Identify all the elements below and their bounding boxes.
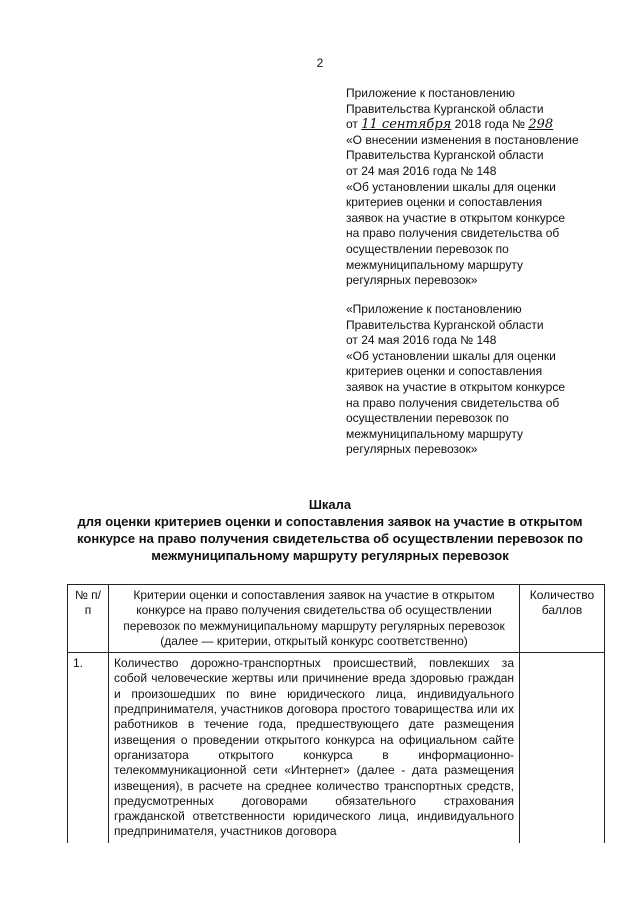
date-suffix: 2018 года № — [454, 117, 526, 132]
header-num: № п/п — [68, 585, 109, 653]
appendix-line: на право получения свидетельства об — [346, 395, 560, 410]
handwritten-date: 11 сентября — [361, 117, 452, 133]
appendix-line: «Приложение к постановлению — [346, 302, 522, 316]
appendix-line: осуществлении перевозок по — [346, 411, 509, 426]
appendix-line: заявок на участие в открытом конкурсе — [346, 379, 566, 394]
approval-line: Приложение к постановлению — [346, 86, 515, 100]
row-criteria: Количество дорожно-транспортных происшествий, повлекших за собой человеческие жертвы или причинение вреда здоровью граждан и произошедших по вине юридического лица, индивидуального предпринимателя, участников договора простого товарищества или их работников в течение года, предшествующего дате размещения извещения о проведении открытого конкурса на официальном сайте организатора открытого конкурса в информационно-телекоммуникационной сети «Интернет» (далее - дата размещения извещения), в расчете на среднее количество транспортных средств, предусмотренных договорами обязательного страхования гражданской ответственности юридического лица, индивидуального предпринимателя, участников договора — [109, 653, 520, 843]
criteria-table — [67, 584, 605, 843]
approval-line: «Об установлении шкалы для оценки — [346, 179, 556, 194]
approval-line: Правительства Курганской области — [346, 148, 544, 163]
approval-line: критериев оценки и сопоставления — [346, 195, 543, 210]
appendix-line: регулярных перевозок» — [346, 442, 478, 457]
approval-date-line — [346, 117, 616, 133]
appendix-line: «Об установлении шкалы для оценки — [346, 348, 556, 363]
approval-line: осуществлении перевозок по — [346, 241, 509, 256]
approval-block — [346, 86, 616, 289]
approval-line: заявок на участие в открытом конкурсе — [346, 210, 566, 225]
date-prefix: от — [346, 117, 358, 132]
approval-line: от 24 мая 2016 года № 148 — [346, 163, 497, 178]
handwritten-number: 298 — [528, 117, 554, 133]
header-criteria: Критерии оценки и сопоставления заявок на участие в открытом конкурсе на право получения свидетельства об осуществлении перевозок по межмуниципальному маршруту регулярных перевозок (далее — критерии, открытый конкурс соответственно) — [109, 585, 520, 653]
scale-heading — [60, 496, 600, 564]
row-points — [520, 653, 605, 843]
appendix-line: межмуниципальному маршруту — [346, 426, 523, 441]
appendix-block — [346, 302, 616, 458]
approval-line: Правительства Курганской области — [346, 101, 544, 116]
approval-line: межмуниципальному маршруту — [346, 257, 523, 272]
appendix-line: критериев оценки и сопоставления — [346, 364, 543, 379]
row-num: 1. — [68, 653, 109, 843]
scale-subtitle: для оценки критериев оценки и сопоставления заявок на участие в открытом конкурсе на право получения свидетельства об осуществлении перевозок по межмуниципальному маршруту регулярных перевозок — [77, 514, 583, 563]
approval-line: «О внесении изменения в постановление — [346, 132, 579, 147]
appendix-line: от 24 мая 2016 года № 148 — [346, 333, 497, 348]
appendix-line: Правительства Курганской области — [346, 317, 544, 332]
page-number: 2 — [316, 56, 324, 70]
header-points: Количество баллов — [520, 585, 605, 653]
table-header-row — [68, 585, 605, 653]
approval-line: регулярных перевозок» — [346, 273, 478, 288]
table-row — [68, 653, 605, 843]
scale-title: Шкала — [308, 497, 352, 512]
approval-line: на право получения свидетельства об — [346, 226, 560, 241]
